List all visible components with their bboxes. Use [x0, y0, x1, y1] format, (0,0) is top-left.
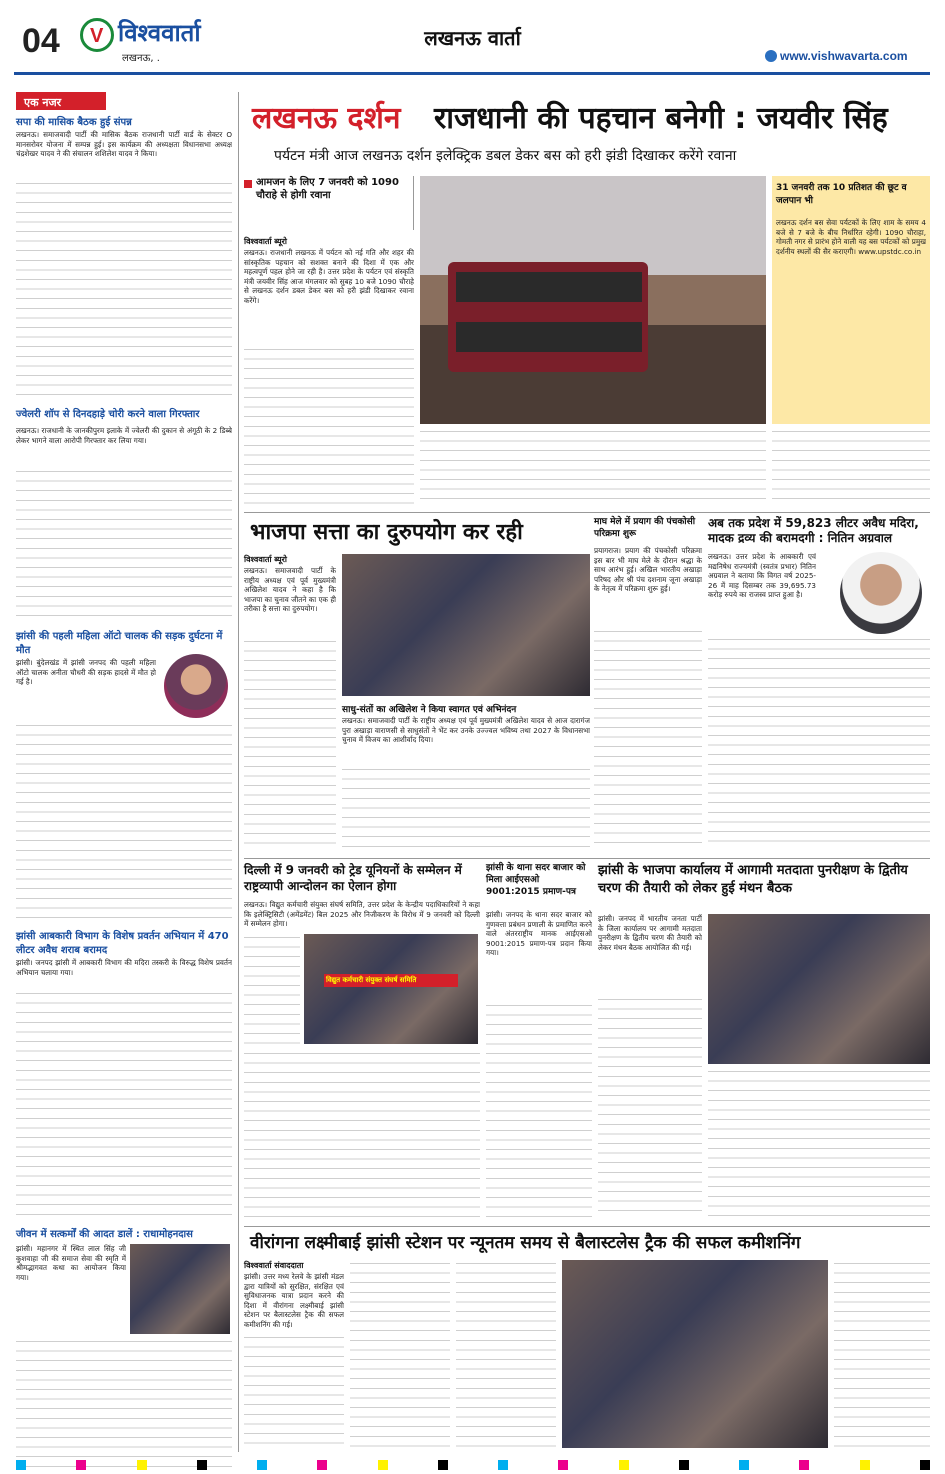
- story-body: लखनऊ। उत्तर प्रदेश के आबकारी एवं मद्यनिषेध राज्यमंत्री (स्वतंत्र प्रभार) नितिन अग्रवाल ने बताया कि विगत वर्ष 2025-26 में माह दिसम्बर तक 39,695.73 करोड़ रुपये का राजस्व प्राप्त हुआ है।: [708, 552, 816, 600]
- text-block: [244, 346, 414, 508]
- byline: विश्ववार्ता संवाददाता: [244, 1261, 304, 1270]
- masthead: [0, 0, 945, 78]
- lead-headline: राजधानी की पहचान बनेगी : जयवीर सिंह: [434, 101, 888, 136]
- section-divider: [244, 858, 930, 859]
- story-headline: अब तक प्रदेश में 59,823 लीटर अवैध मदिरा, मादक द्रव्य की बरामदगी : नितिन अग्रवाल: [708, 516, 919, 545]
- website-icon: [765, 50, 777, 62]
- text-block: [244, 934, 300, 1044]
- text-block: [244, 638, 336, 848]
- text-block: [16, 1338, 232, 1474]
- story-headline: वीरांगना लक्ष्मीबाई झांसी स्टेशन पर न्यूनतम समय से बैलास्टलेस ट्रैक की सफल कमीशनिंग: [250, 1233, 801, 1253]
- sidebar-headline: सपा की मासिक बैठक हुई संपन्न: [16, 117, 132, 128]
- text-block: [420, 428, 766, 508]
- story-iso: [486, 862, 592, 1224]
- section-divider: [244, 512, 930, 513]
- text-block: [16, 990, 232, 1218]
- city-label: लखनऊ, .: [122, 53, 160, 64]
- story-headline: झांसी के भाजपा कार्यालय में आगामी मतदाता पुनरीक्षण के द्वितीय चरण की तैयारी को लेकर हुई मंथन बैठक: [598, 863, 908, 896]
- website-link[interactable]: www.vishwavarta.com: [780, 49, 908, 63]
- info-box-title: 31 जनवरी तक 10 प्रतिशत की छूट व जलपान भी: [776, 183, 907, 206]
- sidebar-body: झांसी। जनपद झांसी में आबकारी विभाग की मदिरा तस्करी के विरुद्ध विशेष प्रवर्तन अभियान चलाया गया।: [16, 958, 232, 977]
- text-block: [456, 1260, 556, 1448]
- sidebar-headline: ज्वेलरी शॉप से दिनदहाड़े चोरी करने वाला गिरफ्तार: [16, 409, 200, 420]
- bullet-icon: [244, 180, 252, 188]
- lead-kicker: लखनऊ दर्शन: [252, 101, 401, 136]
- caption-body: लखनऊ। समाजवादी पार्टी के राष्ट्रीय अध्यक्ष एवं पूर्व मुख्यमंत्री अखिलेश यादव से आज दारागंज पुरा अखाड़ा वाराणसी से साधुसंतों ने भेंट कर उनके उज्ज्वल भविष्य तथा 2027 के विधानसभा चुनाव में विजय का आशीर्वाद दिया।: [342, 716, 590, 745]
- byline: विश्ववार्ता ब्यूरो: [244, 555, 287, 564]
- story-magh: [594, 516, 702, 856]
- sidebar-body: झांसी। महानगर में स्थित लाल सिंह जी कुशवाहा जी की समाज सेवा की स्मृति में श्रीमद्भागवत कथा का आयोजन किया गया।: [16, 1244, 126, 1282]
- story-railway: [244, 1230, 930, 1452]
- story-headline: दिल्ली में 9 जनवरी को ट्रेड यूनियनों के सम्मेलन में राष्ट्रव्यापी आन्दोलन का ऐलान होगा: [244, 863, 462, 893]
- sidebar: [16, 92, 232, 1452]
- story-body: प्रयागराज। प्रयाग की पंचकोसी परिक्रमा इस बार भी माघ मेले के दौरान श्रद्धा के साथ आरंभ हुई। अखिल भारतीय अखाड़ा परिषद और श्री पंच दशनाम जूना अखाड़ा के नेतृत्व में परिक्रमा शुरू हुई।: [594, 546, 702, 594]
- text-block: [16, 722, 232, 918]
- story-headline: झांसी के थाना सदर बाजार को मिला आईएसओ 9001:2015 प्रमाण-पत्र: [486, 863, 586, 897]
- bus-photo: [420, 176, 766, 424]
- event-photo: [130, 1244, 230, 1334]
- pullquote-text: आमजन के लिए 7 जनवरी को 1090 चौराहे से होगी रवाना: [256, 177, 399, 201]
- story-body: लखनऊ। विद्युत कर्मचारी संयुक्त संघर्ष समिति, उत्तर प्रदेश के केन्द्रीय पदाधिकारियों ने कहा कि इलेक्ट्रिसिटी (अमेंडमेंट) बिल 2025 और निजीकरण के विरोध में 9 जनवरी को दिल्ली में सम्मेलन होगा।: [244, 900, 480, 929]
- text-block: [244, 1334, 344, 1448]
- section-title: लखनऊ वार्ता: [424, 26, 521, 50]
- text-block: [486, 1002, 592, 1220]
- minister-photo: [840, 552, 922, 634]
- sidebar-headline: झांसी आबकारी विभाग के विशेष प्रवर्तन अभियान में 470 लीटर अवैध शराब बरामद: [16, 931, 229, 956]
- lead-body: लखनऊ। राजधानी लखनऊ में पर्यटन को नई गति और शहर की सांस्कृतिक पहचान को सशक्त बनाने की दिशा में एक और महत्वपूर्ण पहल होने जा रही है। उत्तर प्रदेश के पर्यटन एवं संस्कृति मंत्री जयवीर सिंह आज मंगलवार को सुबह 10 बजे 1090 चौराहे से लखनऊ दर्शन डबल डेकर बस को हरी झंडी दिखाकर रवाना करेंगे।: [244, 248, 414, 305]
- column-divider: [238, 92, 239, 1452]
- text-block: [834, 1260, 930, 1448]
- info-box: [772, 176, 930, 424]
- story-unions: [244, 862, 480, 1224]
- sidebar-body: लखनऊ। राजधानी के जानकीपुरम इलाके में ज्वेलरी की दुकान से अंगूठी के 2 डिब्बे लेकर भागने वाला आरोपी गिरफ्तार कर लिया गया।: [16, 426, 232, 445]
- photo-caption: साधु-संतों का अखिलेश ने किया स्वागत एवं अभिनंदन: [342, 705, 517, 715]
- pullquote: [244, 176, 414, 230]
- text-block: [350, 1260, 450, 1448]
- text-block: [708, 1068, 930, 1220]
- text-block: [598, 996, 702, 1220]
- sidebar-body: झांसी। बुंदेलखंड में झांसी जनपद की पहली महिला ऑटो चालक अनीता चौधरी की सड़क हादसे में मौत हो गई है।: [16, 658, 156, 687]
- story-body: झांसी। जनपद के थाना सदर बाजार को गुणवत्ता प्रबंधन प्रणाली के प्रमाणित करने वाले अंतरराष्ट्रीय मानक आईएसओ 9001:2015 प्रमाण-पत्र प्रदान किया गया।: [486, 910, 592, 958]
- sidebar-body: लखनऊ। समाजवादी पार्टी की मासिक बैठक राजधानी पार्टी वार्ड के सेक्टर O मानसरोवर योजना में सम्पन्न हुई। इस कार्यक्रम की अध्यक्षता विधानसभा अध्यक्ष चंद्रशेखर यादव ने की संचालन शशिलेश यादव ने किया।: [16, 130, 232, 159]
- sidebar-headline: झांसी की पहली महिला ऑटो चालक की सड़क दुर्घटना में मौत: [16, 631, 223, 656]
- story-bjp-meeting: [598, 862, 930, 1224]
- railway-photo: [562, 1260, 828, 1448]
- lead-subhead: पर्यटन मंत्री आज लखनऊ दर्शन इलेक्ट्रिक डबल डेकर बस को हरी झंडी दिखाकर करेंगे रवाना: [274, 148, 737, 164]
- text-block: [772, 428, 930, 508]
- story-headline: माघ मेले में प्रयाग की पंचकोसी परिक्रमा शुरू: [594, 517, 696, 539]
- union-photo: [304, 934, 478, 1044]
- text-block: [16, 468, 232, 618]
- story-headline: भाजपा सत्ता का दुरुपयोग कर रही: [250, 520, 523, 545]
- section-divider: [244, 1226, 930, 1227]
- text-block: [244, 1050, 480, 1220]
- akhilesh-photo: [342, 554, 590, 696]
- story-body: झांसी। जनपद में भारतीय जनता पार्टी के जिला कार्यालय पर आगामी मतदाता पुनरीक्षण के द्वितीय चरण की तैयारी को लेकर मंथन बैठक आयोजित की गई।: [598, 914, 702, 952]
- logo-icon: V: [80, 18, 114, 52]
- text-block: [708, 636, 930, 848]
- portrait-photo: [164, 654, 228, 718]
- paper-name: विश्ववार्ता: [118, 19, 201, 47]
- story-bjp: [244, 516, 590, 856]
- page-number: 04: [22, 22, 60, 60]
- meeting-photo: [708, 914, 930, 1064]
- text-block: [16, 180, 232, 400]
- registration-bar: [16, 1460, 930, 1470]
- union-banner: विद्युत कर्मचारी संयुक्त संघर्ष समिति: [324, 974, 458, 987]
- story-liquor: [708, 516, 930, 856]
- story-body: लखनऊ। समाजवादी पार्टी के राष्ट्रीय अध्यक्ष एवं पूर्व मुख्यमंत्री अखिलेश यादव ने कहा है कि भाजपा का चुनाव जीतने का एक ही तरीका है सत्ता का दुरुपयोग।: [244, 566, 336, 614]
- text-block: [342, 766, 590, 848]
- lead-story: [244, 92, 930, 512]
- text-block: [594, 628, 702, 848]
- info-box-body: लखनऊ दर्शन बस सेवा पर्यटकों के लिए शाम के समय 4 बजे से 7 बजे के बीच निर्धारित रहेगी। 1090 चौराहा, गोमती नगर से प्रारंभ होने वाली यह बस पर्यटकों को प्रमुख दर्शनीय स्थलों की सैर कराएगी। www.upstdc.co.in: [776, 218, 926, 256]
- story-body: झांसी। उत्तर मध्य रेलवे के झांसी मंडल द्वारा यात्रियों को सुरक्षित, संरक्षित एवं सुविधाजनक यात्रा प्रदान करने की दिशा में वीरांगना लक्ष्मीबाई झांसी स्टेशन पर बैलास्टलेस ट्रैक की सफल कमीशनिंग की गई।: [244, 1272, 344, 1329]
- masthead-rule: [14, 72, 930, 75]
- byline: विश्ववार्ता ब्यूरो: [244, 237, 287, 246]
- sidebar-label: एक नजर: [16, 92, 106, 110]
- sidebar-headline: जीवन में सत्कर्मों की आदत डालें : राधामोहनदास: [16, 1229, 193, 1240]
